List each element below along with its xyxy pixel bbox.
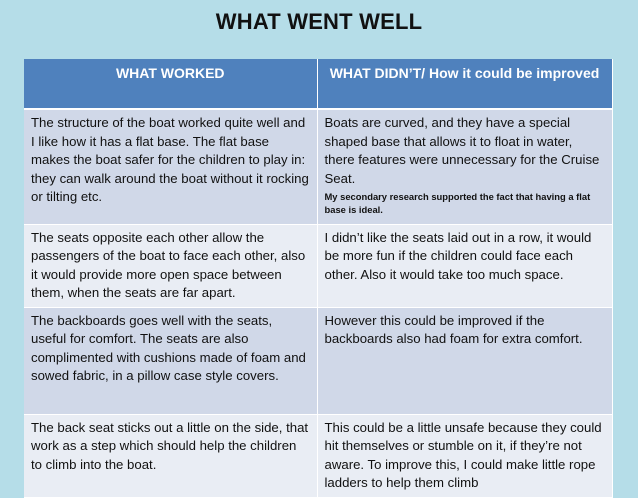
table-row [24,224,612,307]
evaluation-table [24,59,613,498]
table-row [24,109,612,224]
worked-cell: The seats opposite each other allow the passengers of the boat to face each other, also it would provide more open space between them, when the seats are far apart. [24,224,317,307]
improve-text: Boats are curved, and they have a special shaped base that allows it to float in water, there features were unnecessary for the Cruise Seat. [324,115,600,186]
table-row [24,307,612,414]
page-title: WHAT WENT WELL [215,9,423,34]
table-row [24,414,612,497]
improve-cell: I didn’t like the seats laid out in a row, it would be more fun if the children could face each other. Also it would take too much space. [317,224,612,307]
table-header-row [24,59,612,109]
worked-cell: The back seat sticks out a little on the side, that work as a step which should help the children to climb into the boat. [24,414,317,497]
improve-cell: However this could be improved if the backboards also had foam for extra comfort. [317,307,612,414]
worked-cell: The backboards goes well with the seats, useful for comfort. The seats are also complimented with cushions made of foam and sowed fabric, in a pillow case style covers. [24,307,317,414]
column-header-what-didnt: WHAT DIDN’T/ How it could be improved [317,59,612,109]
column-header-what-worked: WHAT WORKED [24,59,317,109]
worked-cell: The structure of the boat worked quite well and I like how it has a flat base. The flat base makes the boat safer for the children to play in: they can walk around the boat without it rocking or tilting etc. [24,109,317,224]
improve-cell [317,109,612,224]
evaluation-table-container [24,59,612,490]
improve-cell: This could be a little unsafe because they could hit themselves or stumble on it, if they’re not aware. To improve this, I could make little rope ladders to help them climb [317,414,612,497]
research-note: My secondary research supported the fact that having a flat base is ideal. [324,191,591,215]
